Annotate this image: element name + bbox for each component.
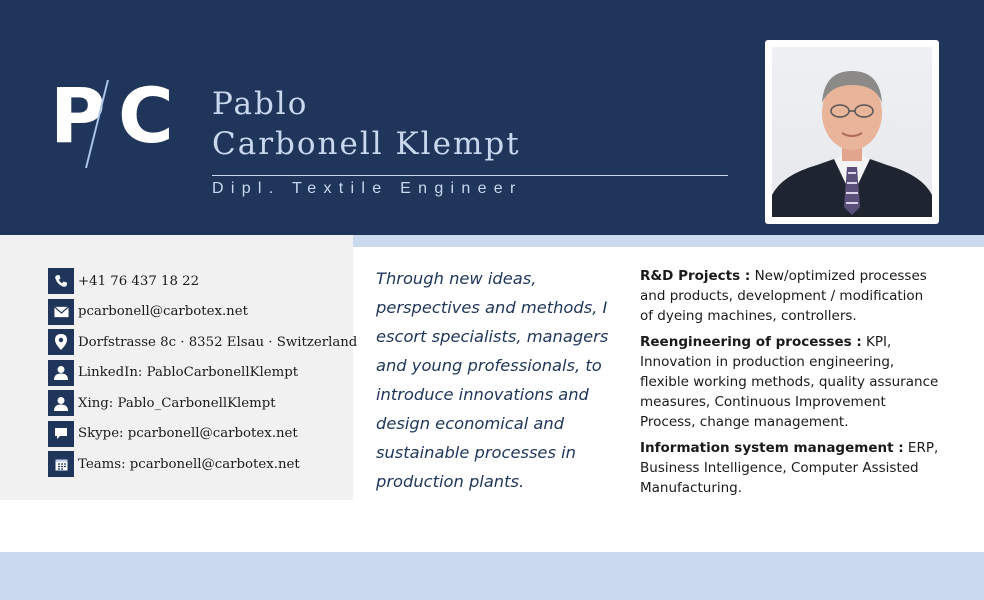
contact-email[interactable] bbox=[48, 297, 357, 328]
first-name: Pablo bbox=[212, 86, 309, 122]
name-block bbox=[212, 86, 521, 162]
contact-teams-text: Teams: pcarbonell@carbotex.net bbox=[78, 456, 300, 472]
services-list bbox=[640, 266, 940, 503]
job-title: Dipl. Textile Engineer bbox=[212, 180, 523, 197]
chat-bubble-icon bbox=[48, 421, 74, 447]
name-underline bbox=[212, 175, 728, 176]
calendar-icon bbox=[48, 451, 74, 477]
service-description: ERP, Business Intelligence, Computer Assisted Manufacturing. bbox=[640, 439, 939, 497]
portrait-photo bbox=[772, 47, 932, 217]
monogram-logo bbox=[50, 70, 180, 170]
mail-icon bbox=[48, 299, 74, 325]
service-description: KPI, Innovation in production engineering, flexible working methods, quality assurance measures, Continuous Improvement Process, change management. bbox=[640, 333, 939, 431]
linkedin-profile-icon bbox=[48, 360, 74, 386]
contact-skype-text: Skype: pcarbonell@carbotex.net bbox=[78, 426, 298, 442]
service-label: Reengineering of processes : bbox=[640, 333, 862, 350]
last-name: Carbonell Klempt bbox=[212, 126, 521, 162]
contact-teams[interactable] bbox=[48, 449, 357, 480]
contact-skype[interactable] bbox=[48, 419, 357, 450]
service-description: New/optimized processes and products, development / modification of dyeing machines, controllers. bbox=[640, 268, 927, 325]
contact-address-text: Dorfstrasse 8c · 8352 Elsau · Switzerland bbox=[78, 334, 358, 350]
contact-list bbox=[48, 266, 357, 480]
contact-phone[interactable] bbox=[48, 266, 357, 297]
contact-phone-text: +41 76 437 18 22 bbox=[78, 273, 200, 289]
phone-icon bbox=[48, 268, 74, 294]
monogram-letter-left: P bbox=[50, 71, 106, 160]
service-information-systems bbox=[640, 438, 940, 499]
footer-band bbox=[0, 552, 984, 600]
mission-statement: Through new ideas, perspectives and methods, I escort specialists, managers and young professionals, to introduce innovations and design economical and sustainable processes in production plants. bbox=[376, 269, 609, 491]
contact-linkedin[interactable] bbox=[48, 358, 357, 389]
accent-strip bbox=[353, 235, 984, 247]
contact-email-text: pcarbonell@carbotex.net bbox=[78, 304, 248, 320]
monogram-letter-right: C bbox=[118, 71, 174, 160]
contact-address bbox=[48, 327, 357, 358]
service-reengineering bbox=[640, 332, 940, 433]
location-pin-icon bbox=[48, 329, 74, 355]
contact-xing[interactable] bbox=[48, 388, 357, 419]
service-label: Information system management : bbox=[640, 439, 904, 456]
xing-profile-icon bbox=[48, 390, 74, 416]
service-rd-projects bbox=[640, 266, 940, 327]
header-banner bbox=[0, 0, 984, 235]
service-label: R&D Projects : bbox=[640, 268, 751, 284]
contact-linkedin-text: LinkedIn: PabloCarbonellKlempt bbox=[78, 365, 299, 381]
portrait-frame bbox=[765, 40, 939, 224]
contact-xing-text: Xing: Pablo_CarbonellKlempt bbox=[78, 395, 276, 411]
